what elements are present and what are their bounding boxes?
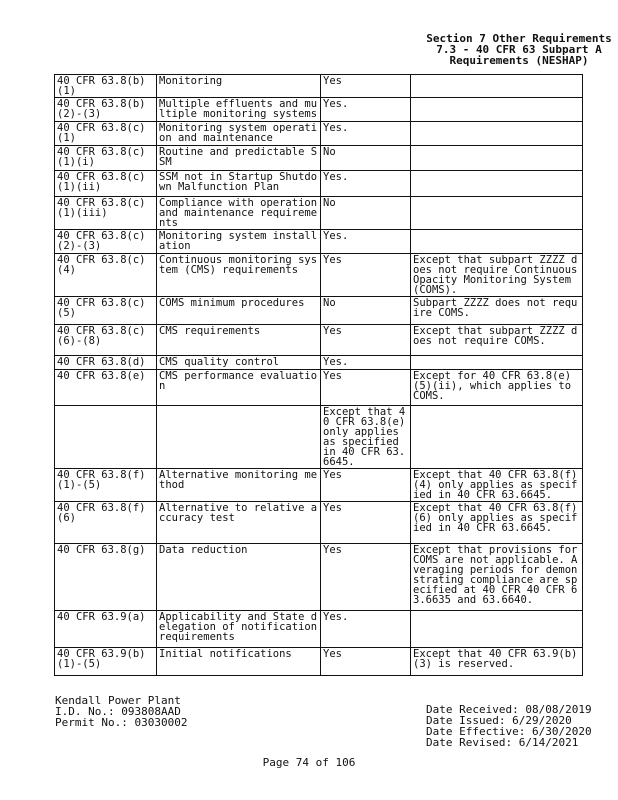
citation-cell: 40 CFR 63.8(c)(1) bbox=[55, 122, 157, 146]
date-issued: Date Issued: 6/29/2020 bbox=[426, 714, 572, 727]
page-number: Page 74 of 106 bbox=[262, 756, 356, 769]
table-row bbox=[55, 370, 583, 406]
explanation-cell bbox=[411, 75, 583, 98]
subject-cell: Monitoring system operation and maintenance bbox=[157, 122, 321, 146]
subject-cell: CMS requirements bbox=[157, 325, 321, 356]
applies-cell: No bbox=[321, 197, 411, 230]
applies-cell: Yes bbox=[321, 370, 411, 406]
explanation-cell bbox=[411, 122, 583, 146]
citation-cell: 40 CFR 63.8(c)(1)(i) bbox=[55, 146, 157, 171]
permit-number: Permit No.: 03030002 bbox=[55, 716, 188, 729]
applies-cell: Yes. bbox=[321, 611, 411, 648]
table-row bbox=[55, 611, 583, 648]
explanation-cell: Except for 40 CFR 63.8(e)(5)(ii), which applies to COMS. bbox=[411, 370, 583, 406]
header-line-3: Requirements (NESHAP) bbox=[449, 54, 589, 67]
table-row bbox=[55, 648, 583, 676]
applies-cell: No bbox=[321, 297, 411, 325]
table-row bbox=[55, 406, 583, 469]
subject-cell: Multiple effluents and multiple monitoring systems bbox=[157, 98, 321, 122]
explanation-cell: Except that provisions for COMS are not applicable. Averaging periods for demonstrating compliance are specified at 40 CFR 40 CFR 63.6635 and 63.6640. bbox=[411, 544, 583, 611]
footer-left bbox=[55, 695, 187, 728]
applies-cell: Yes bbox=[321, 502, 411, 544]
date-received: Date Received: 08/08/2019 bbox=[426, 703, 592, 716]
explanation-cell bbox=[411, 98, 583, 122]
subject-cell bbox=[157, 406, 321, 469]
explanation-cell bbox=[411, 406, 583, 469]
explanation-cell: Subpart ZZZZ does not require COMS. bbox=[411, 297, 583, 325]
explanation-cell: Except that subpart ZZZZ does not require Continuous Opacity Monitoring System (COMS). bbox=[411, 254, 583, 297]
citation-cell: 40 CFR 63.8(d) bbox=[55, 356, 157, 370]
applies-cell: Except that 40 CFR 63.8(e) only applies as specified in 40 CFR 63.6645. bbox=[321, 406, 411, 469]
explanation-cell: Except that 40 CFR 63.8(f)(6) only applies as specified in 40 CFR 63.6645. bbox=[411, 502, 583, 544]
subject-cell: COMS minimum procedures bbox=[157, 297, 321, 325]
explanation-cell: Except that subpart ZZZZ does not require COMS. bbox=[411, 325, 583, 356]
table-row bbox=[55, 146, 583, 171]
subject-cell: Monitoring system installation bbox=[157, 230, 321, 254]
citation-cell: 40 CFR 63.8(b)(2)-(3) bbox=[55, 98, 157, 122]
explanation-cell bbox=[411, 171, 583, 197]
explanation-cell bbox=[411, 146, 583, 171]
table-row bbox=[55, 325, 583, 356]
table-row bbox=[55, 254, 583, 297]
table-row bbox=[55, 469, 583, 502]
applies-cell: Yes. bbox=[321, 122, 411, 146]
applies-cell: Yes bbox=[321, 254, 411, 297]
table-row bbox=[55, 75, 583, 98]
subject-cell: SSM not in Startup Shutdown Malfunction Plan bbox=[157, 171, 321, 197]
citation-cell: 40 CFR 63.9(b)(1)-(5) bbox=[55, 648, 157, 676]
citation-cell: 40 CFR 63.8(c)(5) bbox=[55, 297, 157, 325]
citation-cell: 40 CFR 63.8(b)(1) bbox=[55, 75, 157, 98]
header-line-1: Section 7 Other Requirements bbox=[426, 32, 612, 45]
applies-cell: Yes bbox=[321, 469, 411, 502]
subject-cell: CMS performance evaluation bbox=[157, 370, 321, 406]
citation-cell: 40 CFR 63.9(a) bbox=[55, 611, 157, 648]
table-row bbox=[55, 122, 583, 146]
citation-cell: 40 CFR 63.8(e) bbox=[55, 370, 157, 406]
date-effective: Date Effective: 6/30/2020 bbox=[426, 725, 592, 738]
citation-cell: 40 CFR 63.8(g) bbox=[55, 544, 157, 611]
table-row bbox=[55, 230, 583, 254]
date-revised: Date Revised: 6/14/2021 bbox=[426, 736, 579, 749]
applies-cell: Yes. bbox=[321, 356, 411, 370]
section-header bbox=[424, 33, 614, 66]
applies-cell: Yes bbox=[321, 325, 411, 356]
table-row bbox=[55, 356, 583, 370]
subject-cell: Applicability and State delegation of notification requirements bbox=[157, 611, 321, 648]
subject-cell: Monitoring bbox=[157, 75, 321, 98]
citation-cell: 40 CFR 63.8(f)(1)-(5) bbox=[55, 469, 157, 502]
subject-cell: Continuous monitoring system (CMS) requirements bbox=[157, 254, 321, 297]
explanation-cell bbox=[411, 197, 583, 230]
table-row bbox=[55, 171, 583, 197]
citation-cell: 40 CFR 63.8(c)(1)(iii) bbox=[55, 197, 157, 230]
citation-cell: 40 CFR 63.8(c)(2)-(3) bbox=[55, 230, 157, 254]
applies-cell: Yes. bbox=[321, 230, 411, 254]
citation-cell: 40 CFR 63.8(c)(6)-(8) bbox=[55, 325, 157, 356]
explanation-cell: Except that 40 CFR 63.8(f)(4) only applies as specified in 40 CFR 63.6645. bbox=[411, 469, 583, 502]
applies-cell: Yes. bbox=[321, 171, 411, 197]
citation-cell: 40 CFR 63.8(c)(1)(ii) bbox=[55, 171, 157, 197]
table-row bbox=[55, 98, 583, 122]
citation-cell bbox=[55, 406, 157, 469]
explanation-cell bbox=[411, 230, 583, 254]
subject-cell: Initial notifications bbox=[157, 648, 321, 676]
applies-cell: Yes bbox=[321, 544, 411, 611]
id-number: I.D. No.: 093808AAD bbox=[55, 705, 181, 718]
applies-cell: Yes. bbox=[321, 98, 411, 122]
applies-cell: Yes bbox=[321, 75, 411, 98]
applies-cell: No bbox=[321, 146, 411, 171]
table-row bbox=[55, 197, 583, 230]
subject-cell: CMS quality control bbox=[157, 356, 321, 370]
applies-cell: Yes bbox=[321, 648, 411, 676]
citation-cell: 40 CFR 63.8(c)(4) bbox=[55, 254, 157, 297]
subject-cell: Compliance with operation and maintenance requirements bbox=[157, 197, 321, 230]
plant-name: Kendall Power Plant bbox=[55, 694, 181, 707]
subject-cell: Data reduction bbox=[157, 544, 321, 611]
footer-dates bbox=[426, 704, 592, 748]
explanation-cell bbox=[411, 611, 583, 648]
subject-cell: Alternative to relative accuracy test bbox=[157, 502, 321, 544]
subject-cell: Routine and predictable SSM bbox=[157, 146, 321, 171]
table-row bbox=[55, 297, 583, 325]
header-line-2: 7.3 - 40 CFR 63 Subpart A bbox=[436, 43, 602, 56]
citation-cell: 40 CFR 63.8(f)(6) bbox=[55, 502, 157, 544]
requirements-table bbox=[54, 74, 583, 676]
explanation-cell: Except that 40 CFR 63.9(b)(3) is reserved. bbox=[411, 648, 583, 676]
table-row bbox=[55, 544, 583, 611]
explanation-cell bbox=[411, 356, 583, 370]
table-row bbox=[55, 502, 583, 544]
subject-cell: Alternative monitoring method bbox=[157, 469, 321, 502]
